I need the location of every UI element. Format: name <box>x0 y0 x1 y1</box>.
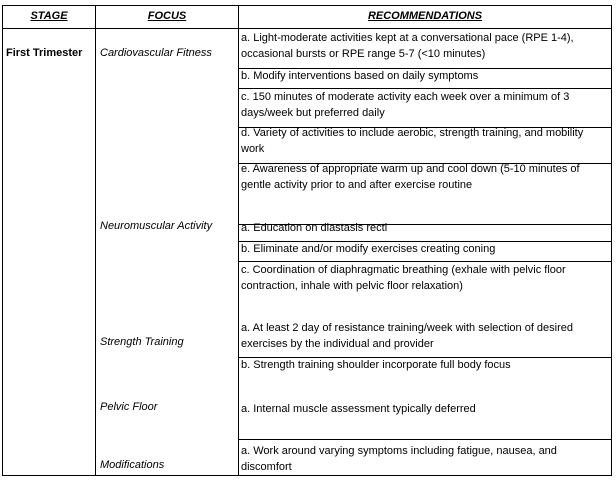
recommendation-item: a. Light-moderate activities kept at a conversational pace (RPE 1-4), occasional bursts or RPE range 5-7 (<10 minutes) <box>241 32 574 60</box>
recommendations-table <box>2 5 612 476</box>
recommendation-item: a. Internal muscle assessment typically deferred <box>241 403 476 415</box>
recommendation-item: b. Strength training shoulder incorporate full body focus <box>241 359 511 371</box>
header-stage: STAGE <box>30 10 68 22</box>
header-divider <box>3 28 611 29</box>
recommendation-item: c. Coordination of diaphragmatic breathing (exhale with pelvic floor contraction, inhale with pelvic floor relaxation) <box>241 264 566 292</box>
recommendation-item: e. Awareness of appropriate warm up and cool down (5-10 minutes of gentle activity prior to and after exercise routine <box>241 163 580 191</box>
recommendation-item: d. Variety of activities to include aerobic, strength training, and mobility work <box>241 127 584 155</box>
focus-pelvic-floor: Pelvic Floor <box>100 401 158 413</box>
header-focus: FOCUS <box>147 10 187 22</box>
column-divider <box>95 6 96 475</box>
focus-cardiovascular-fitness: Cardiovascular Fitness <box>100 47 212 59</box>
focus-modifications: Modifications <box>100 459 165 471</box>
row-divider <box>238 439 611 440</box>
recommendation-item: b. Modify interventions based on daily symptoms <box>241 70 479 82</box>
recommendation-item: c. 150 minutes of moderate activity each week over a minimum of 3 days/week but preferred daily <box>241 91 570 119</box>
stage-label: First Trimester <box>6 47 83 59</box>
recommendation-item: a. Work around varying symptoms including fatigue, nausea, and discomfort <box>241 445 557 473</box>
header-recommendations: RECOMMENDATIONS <box>367 10 483 22</box>
focus-neuromuscular-activity: Neuromuscular Activity <box>100 220 213 232</box>
focus-strength-training: Strength Training <box>100 336 184 348</box>
recommendation-item: a. At least 2 day of resistance training/week with selection of desired exercises by the individual and provider <box>241 322 574 350</box>
recommendation-item: b. Eliminate and/or modify exercises creating coning <box>241 243 496 255</box>
recommendation-item: a. Education on diastasis recti <box>241 222 388 234</box>
